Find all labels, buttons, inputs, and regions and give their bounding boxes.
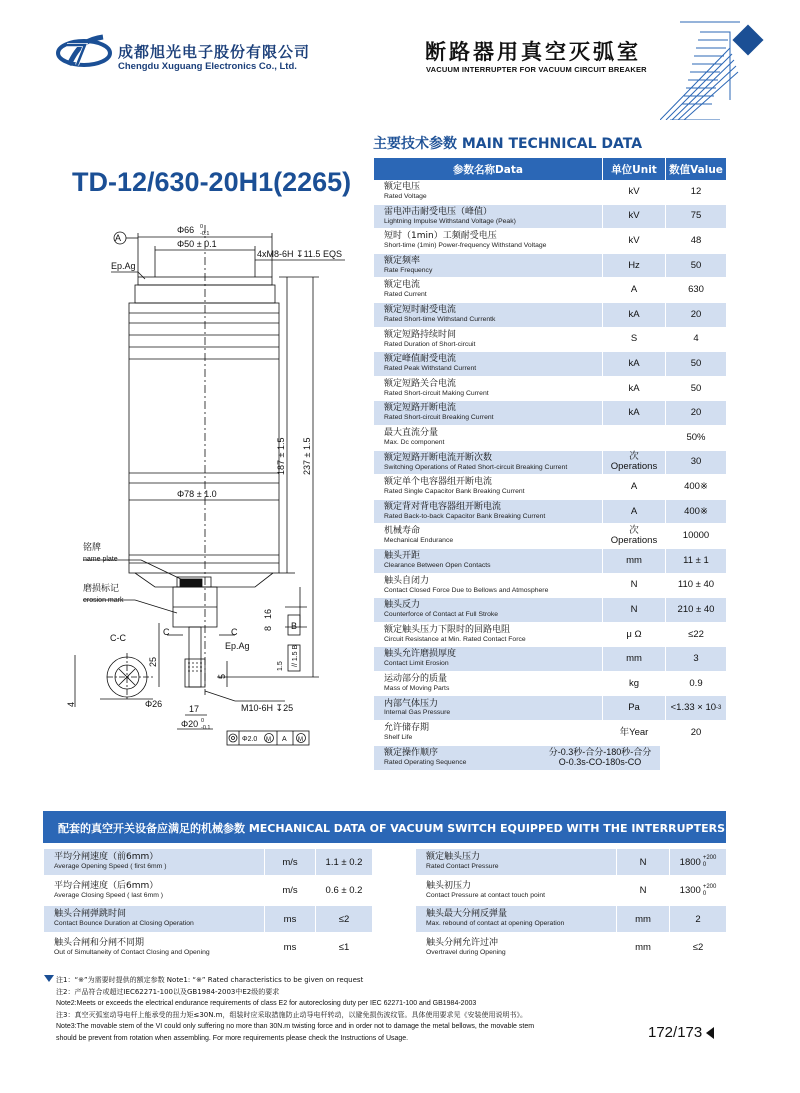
mech-param-unit: m/s bbox=[265, 849, 315, 875]
param-value-text: 12 bbox=[690, 185, 702, 197]
param-unit: kA bbox=[603, 352, 665, 376]
param-name-en: Rated Operating Sequence bbox=[384, 758, 467, 766]
param-name-zh: 额定单个电容器组开断电流 bbox=[384, 477, 493, 488]
param-unit: kA bbox=[628, 382, 640, 394]
table-row bbox=[374, 229, 726, 254]
dim-dia-66-lower: -0.1 bbox=[200, 231, 210, 237]
param-value bbox=[666, 500, 726, 524]
main-data-title: 主要技术参数 MAIN TECHNICAL DATA bbox=[373, 136, 643, 152]
erosion-mark-en: erosion mark bbox=[83, 597, 124, 604]
table-row bbox=[374, 401, 726, 426]
mech-param-value bbox=[316, 906, 372, 932]
param-name-cell bbox=[374, 500, 602, 524]
mech-param-name bbox=[44, 849, 264, 875]
table-row bbox=[374, 205, 726, 230]
param-unit: A bbox=[603, 500, 665, 524]
param-unit: kV bbox=[603, 205, 665, 229]
param-name-zh: 内部气体压力 bbox=[384, 698, 439, 709]
main-data-rows bbox=[374, 180, 726, 771]
mech-param-zh: 触头初压力 bbox=[426, 880, 472, 891]
param-name-zh: 运动部分的质量 bbox=[384, 673, 448, 684]
param-name-en: Clearance Between Open Contacts bbox=[384, 561, 491, 569]
mech-param-name bbox=[416, 906, 616, 932]
mech-param-value bbox=[670, 906, 726, 932]
param-unit: 次 Operations bbox=[610, 525, 658, 547]
param-unit: N bbox=[630, 579, 638, 591]
header-unit: 单位Unit bbox=[603, 158, 665, 180]
param-unit: A bbox=[630, 284, 638, 296]
param-unit: A bbox=[630, 480, 638, 492]
param-name-zh: 额定背对背电容器组开断电流 bbox=[384, 501, 502, 512]
nameplate-label-en: name plate bbox=[83, 556, 118, 563]
dim-dia-50: Φ50 ± 0.1 bbox=[177, 239, 217, 249]
table-row bbox=[374, 696, 726, 721]
param-name-cell bbox=[374, 524, 602, 548]
mech-param-unit: N bbox=[639, 885, 647, 896]
ep-ag-top-label: Ep.Ag bbox=[111, 261, 136, 271]
tol-upper: +200 bbox=[702, 883, 717, 890]
param-name-zh: 短时（1min）工频耐受电压 bbox=[384, 231, 497, 242]
param-name-en: Rated Current bbox=[384, 291, 427, 299]
param-value-text: ≤22 bbox=[688, 628, 704, 640]
param-unit: 次 Operations bbox=[603, 451, 665, 475]
table-row bbox=[374, 254, 726, 279]
param-value-text: 分-0.3秒-合分-180秒-合分 O-0.3s-CO-180s-CO bbox=[548, 747, 652, 767]
param-name-cell bbox=[374, 647, 602, 671]
mech-row bbox=[416, 878, 726, 904]
mech-row bbox=[44, 935, 372, 961]
param-name-cell bbox=[374, 180, 602, 204]
param-value bbox=[666, 180, 726, 204]
ep-ag-bottom-label: Ep.Ag bbox=[225, 641, 250, 651]
param-value bbox=[666, 696, 726, 720]
param-name-zh: 触头开距 bbox=[384, 551, 421, 562]
param-value-text: 50 bbox=[690, 259, 702, 271]
model-number: TD-12/630-20H1(2265) bbox=[72, 167, 352, 197]
table-row bbox=[374, 672, 726, 697]
param-value-text: 400※ bbox=[684, 480, 708, 492]
company-name-zh: 成都旭光电子股份有限公司 bbox=[118, 43, 311, 61]
tol-upper: +200 bbox=[702, 855, 717, 861]
mech-param-zh: 触头合闸弹跳时间 bbox=[54, 909, 127, 920]
section-c-right: C bbox=[231, 627, 238, 637]
table-row bbox=[374, 721, 726, 746]
dim-dia-20-upper: 0 bbox=[201, 718, 205, 724]
mech-row bbox=[416, 849, 726, 875]
mech-param-en: Average Opening Speed ( first 6mm ) bbox=[54, 863, 167, 871]
mech-data-title: 配套的真空开关设备应满足的机械参数 MECHANICAL DATA OF VACUUM SWITCH EQUIPPED WITH THE INTERRUPTERS bbox=[58, 822, 726, 835]
mech-value-text: ≤2 bbox=[338, 913, 350, 925]
mech-param-value bbox=[316, 849, 372, 875]
mech-param-unit: ms bbox=[265, 906, 315, 932]
param-unit: kV bbox=[628, 185, 640, 197]
mech-param-name bbox=[416, 878, 616, 904]
mech-param-value bbox=[670, 878, 726, 904]
mech-param-zh: 额定触头压力 bbox=[426, 852, 481, 863]
mech-row bbox=[44, 906, 372, 932]
dim-4: 4 bbox=[66, 701, 76, 707]
param-unit: Pa bbox=[603, 696, 665, 720]
param-name-zh: 最大直流分量 bbox=[384, 428, 439, 439]
param-name-en: Rated Duration of Short-circuit bbox=[384, 340, 476, 348]
dim-dia-66: Φ66 bbox=[177, 225, 195, 235]
table-row bbox=[374, 475, 726, 500]
param-unit: kA bbox=[603, 303, 665, 327]
mech-param-unit: m/s bbox=[282, 885, 298, 896]
mech-param-name bbox=[416, 849, 616, 875]
param-name-en: Circuit Resistance at Min. Rated Contact Force bbox=[384, 635, 526, 643]
param-value bbox=[666, 278, 726, 302]
param-value bbox=[666, 672, 726, 696]
param-value-text: 4 bbox=[693, 333, 699, 345]
param-name-cell bbox=[374, 328, 602, 352]
gdt-mmc-2: M bbox=[298, 737, 303, 743]
param-name-zh: 额定短时耐受电流 bbox=[384, 305, 457, 316]
note-3-en-2: should be prevent from rotation when assembling. For more requirements please check the Instructions of Usage. bbox=[56, 1034, 409, 1042]
param-name-cell bbox=[374, 549, 602, 573]
header-value: 数值Value bbox=[666, 158, 726, 180]
mech-param-name bbox=[44, 906, 264, 932]
note-2-zh: 注2：产品符合或超过IEC62271-100以及GB1984-2003中E2级的要求 bbox=[56, 987, 280, 996]
param-name-en: Rated Short-time Withstand Currentk bbox=[384, 315, 496, 323]
mech-value-text: ≤1 bbox=[338, 942, 350, 953]
param-unit bbox=[603, 426, 665, 450]
param-unit: mm bbox=[603, 647, 665, 671]
dim-dia-66-upper: 0 bbox=[200, 224, 204, 230]
param-name-zh: 额定操作顺序 bbox=[384, 747, 439, 758]
param-value-text: 210 ± 40 bbox=[677, 603, 715, 615]
param-value bbox=[666, 451, 726, 475]
mech-param-en: Average Closing Speed ( last 6mm ) bbox=[54, 891, 164, 899]
param-name-en: Rated Peak Withstand Current bbox=[384, 365, 477, 373]
table-row bbox=[374, 278, 726, 303]
mech-row bbox=[416, 935, 726, 961]
param-name-cell bbox=[374, 721, 602, 745]
param-value-text: 50% bbox=[686, 431, 706, 443]
gdt-mmc-1: M bbox=[266, 737, 271, 743]
param-name-zh: 额定电压 bbox=[384, 182, 421, 193]
param-value-text: <1.33 × 10 bbox=[670, 702, 717, 714]
param-unit: kV bbox=[628, 235, 640, 246]
section-cc-label: C-C bbox=[110, 633, 126, 643]
param-unit: kg bbox=[628, 677, 640, 689]
param-unit: N bbox=[603, 598, 665, 622]
mech-value-text: 1.1 ± 0.2 bbox=[325, 856, 363, 868]
erosion-mark-zh: 磨损标记 bbox=[83, 584, 120, 594]
param-name-en: Mechanical Endurance bbox=[384, 537, 454, 545]
param-value bbox=[666, 377, 726, 401]
dim-17: 17 bbox=[189, 704, 200, 714]
param-name-zh: 雷电冲击耐受电压（峰值） bbox=[384, 206, 493, 217]
param-unit: kA bbox=[603, 401, 665, 425]
technical-drawing bbox=[55, 215, 355, 755]
param-name-en: Rated Voltage bbox=[384, 193, 427, 200]
dim-1-5: 1.5 bbox=[277, 661, 284, 671]
mech-param-zh: 触头合闸和分闸不同期 bbox=[54, 937, 145, 948]
param-unit: Hz bbox=[603, 254, 665, 278]
param-value-text: 0.9 bbox=[689, 677, 703, 689]
param-name-zh: 允许储存期 bbox=[384, 723, 430, 734]
param-unit: S bbox=[630, 333, 638, 345]
param-name-cell bbox=[374, 352, 602, 376]
param-name-cell bbox=[374, 475, 602, 499]
dim-8: 8 bbox=[263, 625, 273, 631]
param-value bbox=[666, 475, 726, 499]
param-name-en: Contact Limit Erosion bbox=[384, 660, 449, 668]
param-unit: mm bbox=[603, 549, 665, 573]
dim-height-187: 187 ± 1.5 bbox=[276, 437, 286, 475]
mech-param-en: Max. rebound of contact at opening Operation bbox=[426, 920, 565, 928]
param-name-cell bbox=[374, 278, 602, 302]
param-name-en: Short-time (1min) Power-frequency Withstand Voltage bbox=[384, 242, 547, 250]
param-name-zh: 额定触头压力下限时的回路电阻 bbox=[384, 624, 511, 635]
mech-param-en: Contact Pressure at contact touch point bbox=[426, 891, 546, 899]
mech-value-text: 0.6 ± 0.2 bbox=[325, 885, 363, 896]
dim-16: 16 bbox=[263, 608, 273, 619]
dim-dia-26: Φ26 bbox=[145, 699, 163, 709]
mech-param-zh: 平均合闸速度（后6mm） bbox=[54, 880, 159, 891]
table-row bbox=[374, 377, 726, 402]
notes-marker bbox=[44, 975, 54, 982]
param-name-en: Internal Gas Pressure bbox=[384, 709, 451, 717]
param-value bbox=[666, 524, 726, 548]
mech-param-value bbox=[316, 935, 372, 961]
section-c-left: C bbox=[163, 627, 170, 637]
param-name-zh: 额定短路开断电流开断次数 bbox=[384, 452, 493, 463]
dim-dia-20-lower: -0.1 bbox=[201, 725, 211, 731]
param-value bbox=[666, 574, 726, 598]
mech-param-value bbox=[670, 935, 726, 961]
param-name-en: Switching Operations of Rated Short-circuit Breaking Current bbox=[384, 463, 568, 471]
param-value-text: 630 bbox=[688, 284, 704, 296]
dim-dia-20: Φ20 bbox=[181, 719, 199, 729]
param-name-en: Rate Frequency bbox=[384, 266, 433, 274]
param-value bbox=[666, 229, 726, 253]
table-row bbox=[374, 574, 726, 599]
param-name-en: Rated Single Capacitor Bank Breaking Current bbox=[384, 488, 525, 496]
param-value-text: 11 ± 1 bbox=[683, 554, 709, 566]
param-name-en: Lightning Impulse Withstand Voltage (Peak) bbox=[384, 217, 516, 225]
note-1: 注1：“※”为需要时提供的额定参数 Note1: “※” Rated characteristics to be given on request bbox=[56, 976, 364, 984]
datum-b-label: B bbox=[291, 621, 298, 631]
mech-param-en: Out of Simultaneity of Contact Closing and Opening bbox=[54, 948, 210, 956]
mech-param-value bbox=[670, 849, 726, 875]
mech-param-en: Contact Bounce Duration at Closing Operation bbox=[54, 920, 194, 928]
table-row bbox=[374, 451, 726, 476]
mech-param-unit: N bbox=[617, 849, 669, 875]
param-value bbox=[666, 623, 726, 647]
tol-lower: 0 bbox=[702, 890, 707, 897]
param-name-zh: 触头允许磨损厚度 bbox=[384, 649, 457, 660]
mech-value-tolerance bbox=[703, 855, 717, 869]
param-name-zh: 触头自闭力 bbox=[384, 575, 430, 586]
param-name-zh: 机械寿命 bbox=[384, 526, 421, 537]
param-name-cell bbox=[374, 451, 602, 475]
param-value-text: 20 bbox=[690, 407, 702, 419]
mech-param-name bbox=[44, 935, 264, 961]
mech-param-zh: 平均分闸速度（前6mm） bbox=[54, 852, 159, 863]
mech-param-en: Rated Contact Pressure bbox=[426, 863, 499, 871]
main-data-table bbox=[374, 158, 726, 771]
param-name-en: Shelf Life bbox=[384, 734, 413, 742]
param-value bbox=[666, 254, 726, 278]
param-name-cell bbox=[374, 574, 602, 598]
dim-thread-bottom: M10-6H ↧25 bbox=[241, 703, 294, 713]
param-value-exponent: -3 bbox=[716, 705, 722, 712]
dim-25: 25 bbox=[148, 656, 158, 667]
param-value-text: 50 bbox=[690, 357, 702, 369]
param-value-text: 30 bbox=[690, 456, 702, 468]
mech-value-text: 2 bbox=[695, 913, 701, 925]
dim-5: 5 bbox=[217, 673, 227, 679]
dim-dia-78: Φ78 ± 1.0 bbox=[177, 489, 217, 499]
param-name-zh: 额定短路关合电流 bbox=[384, 378, 457, 389]
param-value bbox=[666, 549, 726, 573]
dim-height-237: 237 ± 1.5 bbox=[302, 437, 312, 475]
param-value bbox=[540, 746, 660, 770]
note-3-en-1: Note3:The movable stem of the VI could only suffering no more than 30N.m twisting force and in order not to damage the metal bellows, the movable stem bbox=[56, 1023, 535, 1030]
param-name-en: Rated Back-to-back Capacitor Bank Breaking Current bbox=[384, 512, 546, 520]
mech-value-tolerance bbox=[703, 884, 717, 898]
param-name-en: Rated Short-circuit Making Current bbox=[384, 389, 489, 397]
company-name-en: Chengdu Xuguang Electronics Co., Ltd. bbox=[118, 61, 297, 72]
param-value-text: 20 bbox=[690, 308, 702, 320]
product-title-en: VACUUM INTERRUPTER FOR VACUUM CIRCUIT BREAKER bbox=[426, 65, 647, 74]
mech-param-zh: 触头分闸允许过冲 bbox=[426, 937, 499, 948]
param-name-zh: 触头反力 bbox=[384, 600, 421, 611]
param-value-text: 48 bbox=[690, 235, 702, 246]
param-value bbox=[666, 647, 726, 671]
table-row bbox=[374, 598, 726, 623]
param-value-text: 10000 bbox=[682, 530, 710, 542]
table-row bbox=[374, 303, 726, 328]
param-value bbox=[666, 303, 726, 327]
param-name-en: Rated Short-circuit Breaking Current bbox=[384, 414, 494, 422]
mech-row bbox=[44, 849, 372, 875]
param-value-text: 3 bbox=[693, 653, 699, 665]
notes bbox=[56, 975, 596, 1044]
table-row bbox=[374, 180, 726, 205]
param-value-text: 50 bbox=[690, 382, 702, 394]
mech-param-unit: mm bbox=[635, 942, 651, 953]
param-name-en: Contact Closed Force Due to Bellows and Atmosphere bbox=[384, 586, 549, 594]
param-unit: 年Year bbox=[619, 726, 649, 738]
param-value bbox=[666, 426, 726, 450]
param-name-cell bbox=[374, 672, 602, 696]
param-name-en: Mass of Moving Parts bbox=[384, 684, 450, 692]
mech-param-unit: mm bbox=[617, 906, 669, 932]
mech-param-en: Overtravel during Opening bbox=[426, 948, 506, 956]
param-value-text: 110 ± 40 bbox=[677, 579, 715, 591]
mech-row bbox=[416, 906, 726, 932]
param-value bbox=[666, 598, 726, 622]
param-name-cell bbox=[374, 205, 602, 229]
table-row bbox=[374, 352, 726, 377]
prev-arrow-icon bbox=[706, 1027, 714, 1039]
product-title-zh: 断路器用真空灭弧室 bbox=[425, 40, 641, 64]
gdt-datum-a: A bbox=[282, 736, 287, 743]
param-value bbox=[666, 205, 726, 229]
param-value bbox=[666, 352, 726, 376]
param-value bbox=[666, 401, 726, 425]
param-value-text: 75 bbox=[690, 210, 702, 222]
page-number: 172/173 bbox=[648, 1024, 714, 1041]
param-name-en: Max. Dc component bbox=[384, 438, 445, 446]
tol-lower: 0 bbox=[702, 862, 707, 868]
mech-row bbox=[44, 878, 372, 904]
param-name-en: Counterforce of Contact at Full Stroke bbox=[384, 611, 499, 619]
table-row bbox=[374, 549, 726, 574]
param-name-cell bbox=[374, 426, 602, 450]
param-name-cell bbox=[374, 254, 602, 278]
parallel-tolerance: // 1.5 B bbox=[292, 644, 299, 667]
dim-thread-top: 4xM8-6H ↧11.5 EQS bbox=[257, 249, 342, 259]
mech-param-value bbox=[316, 878, 372, 904]
company-logo bbox=[55, 31, 113, 75]
param-name-zh: 额定频率 bbox=[384, 255, 421, 266]
param-name-cell bbox=[374, 229, 602, 253]
param-name-zh: 额定电流 bbox=[384, 280, 421, 291]
header-name: 参数名称Data bbox=[374, 158, 602, 180]
table-row bbox=[374, 647, 726, 672]
param-name-cell bbox=[374, 401, 602, 425]
gdt-position-value: Φ2.0 bbox=[242, 736, 258, 743]
table-row bbox=[374, 623, 726, 648]
main-data-header bbox=[374, 158, 726, 180]
mech-value-text: ≤2 bbox=[692, 942, 704, 953]
param-name-cell bbox=[374, 303, 602, 327]
param-value-text: 400※ bbox=[684, 505, 708, 517]
mech-param-name bbox=[44, 878, 264, 904]
param-value bbox=[666, 328, 726, 352]
mech-value-text: 1800 bbox=[679, 856, 701, 868]
nameplate-label-zh: 铭牌 bbox=[83, 543, 102, 553]
param-value bbox=[666, 721, 726, 745]
table-row bbox=[374, 500, 726, 525]
param-unit: μ Ω bbox=[626, 628, 642, 640]
note-3-zh: 注3：真空灭弧室动导电杆上能承受的扭力矩≤30N.m，组装时应采取措施防止动导电杆转动，以避免损伤波纹管。具体使用要求见《安装使用说明书》。 bbox=[56, 1010, 528, 1019]
mech-param-name bbox=[416, 935, 616, 961]
param-name-zh: 额定短路持续时间 bbox=[384, 329, 457, 340]
datum-a-label: A bbox=[115, 233, 122, 243]
param-name-zh: 额定短路开断电流 bbox=[384, 403, 457, 414]
header-decoration bbox=[660, 20, 770, 120]
mech-param-unit: ms bbox=[283, 942, 297, 953]
param-name-zh: 额定峰值耐受电流 bbox=[384, 354, 457, 365]
param-name-cell bbox=[374, 598, 602, 622]
mech-value-text: 1300 bbox=[679, 885, 701, 896]
table-row bbox=[374, 524, 726, 549]
note-2-en: Note2:Meets or exceeds the electrical endurance requirements of class E2 for autoreclosing duty per IEC 62271-100 and GB1984-2003 bbox=[56, 1000, 477, 1007]
param-name-cell bbox=[374, 696, 602, 720]
param-name-cell bbox=[374, 377, 602, 401]
table-row bbox=[374, 426, 726, 451]
param-name-cell bbox=[374, 623, 602, 647]
param-value-text: 20 bbox=[690, 726, 702, 738]
table-row bbox=[374, 746, 726, 771]
table-row bbox=[374, 328, 726, 353]
mech-param-zh: 触头最大分闸反弹量 bbox=[426, 909, 508, 920]
